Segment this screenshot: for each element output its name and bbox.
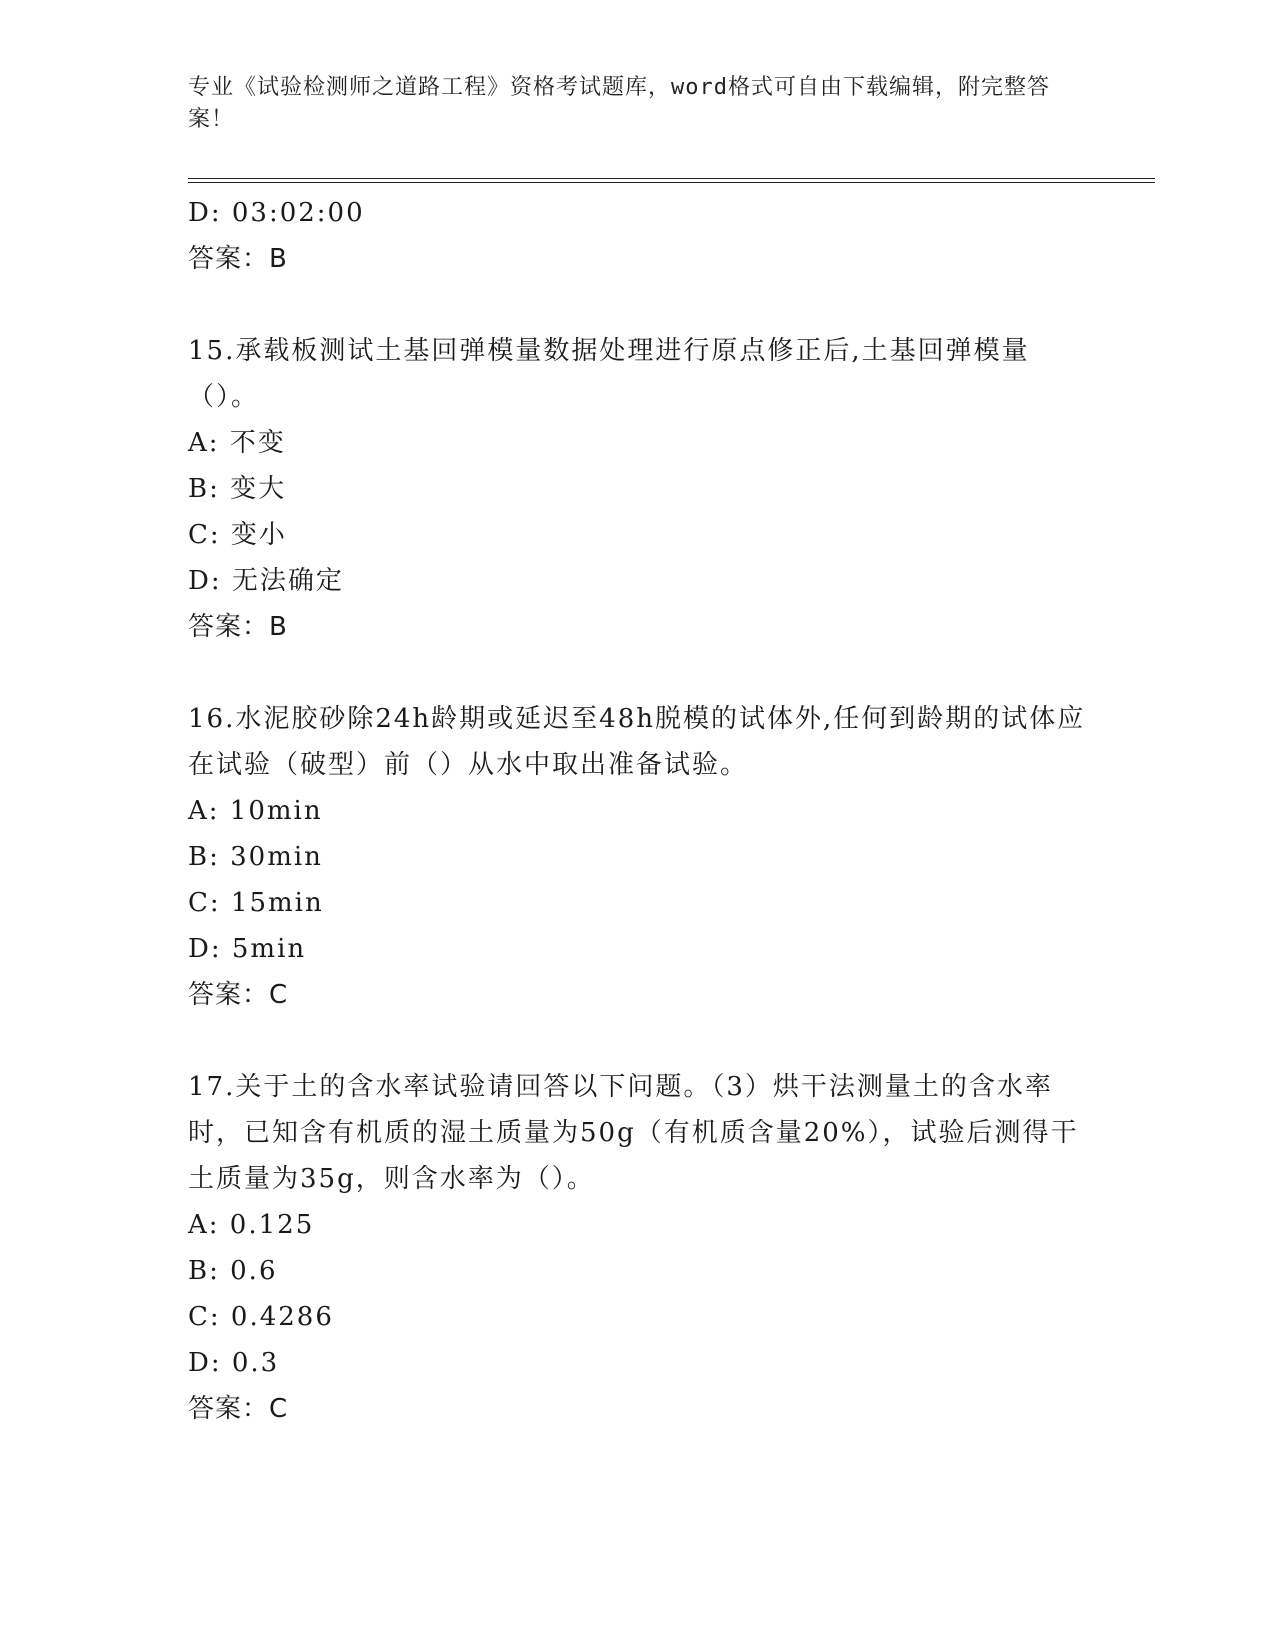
- option-d: D: 0.3: [188, 1348, 280, 1378]
- option-a: A: 10min: [188, 796, 323, 826]
- header-divider: [188, 178, 1155, 183]
- option-c: C: 0.4286: [188, 1302, 334, 1332]
- option-a: A: 0.125: [188, 1210, 315, 1240]
- option-c: C: 变小: [188, 520, 287, 550]
- option-b: B: 30min: [188, 842, 323, 872]
- option-c: C: 15min: [188, 888, 324, 918]
- previous-answer: 答案：B: [188, 244, 288, 274]
- document-header: 专业《试验检测师之道路工程》资格考试题库，word格式可自由下载编辑，附完整答案！: [188, 75, 1050, 132]
- option-d: D: 5min: [188, 934, 307, 964]
- spacer: [188, 282, 1088, 328]
- answer: 答案：C: [188, 1394, 289, 1424]
- question-text: 16.水泥胶砂除24h龄期或延迟至48h脱模的试体外,任何到龄期的试体应在试验（破型）前（）从水中取出准备试验。: [188, 704, 1086, 780]
- question-16: [188, 696, 1088, 1018]
- answer: 答案：B: [188, 612, 288, 642]
- spacer: [188, 650, 1088, 696]
- option-b: B: 0.6: [188, 1256, 278, 1286]
- answer: 答案：C: [188, 980, 289, 1010]
- option-b: B: 变大: [188, 474, 287, 504]
- question-17: [188, 1064, 1088, 1432]
- question-text: 15.承载板测试土基回弹模量数据处理进行原点修正后,土基回弹模量（）。: [188, 336, 1030, 412]
- spacer: [188, 1018, 1088, 1064]
- option-a: A: 不变: [188, 428, 286, 458]
- question-15: [188, 328, 1088, 650]
- question-text: 17.关于土的含水率试验请回答以下问题。（3）烘干法测量土的含水率时，已知含有机质的湿土质量为50g（有机质含量20%），试验后测得干土质量为35g，则含水率为（）。: [188, 1072, 1079, 1194]
- question-list: [188, 190, 1088, 1432]
- previous-option-d: D: 03:02:00: [188, 198, 365, 228]
- option-d: D: 无法确定: [188, 566, 344, 596]
